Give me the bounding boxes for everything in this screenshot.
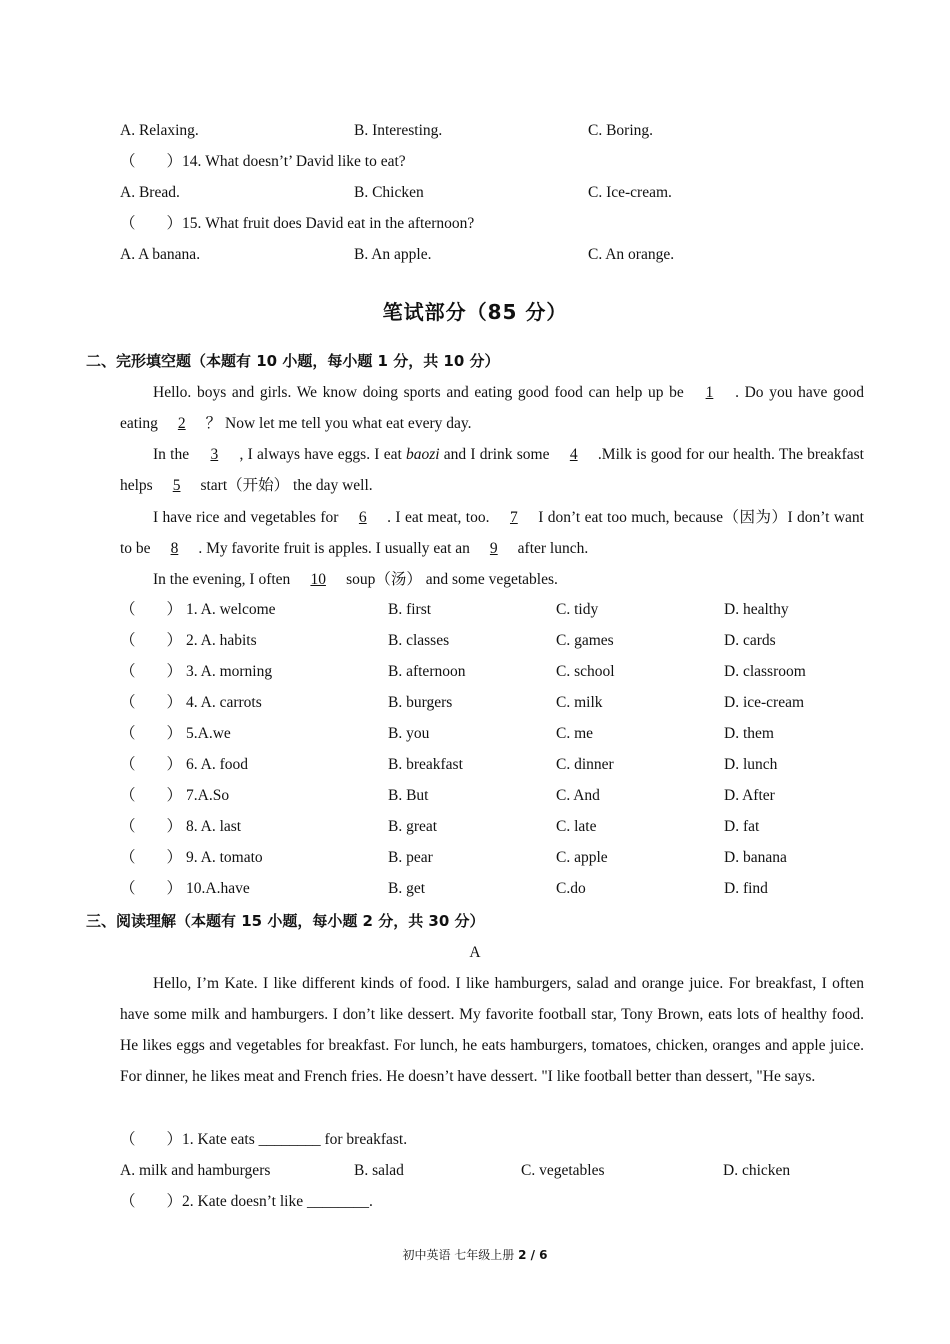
q13-options — [120, 121, 654, 141]
cloze-question: （ ） 2. A. habits B. classes C. games D. cards — [120, 632, 776, 649]
written-section-title: 笔试部分（85 分） — [382, 300, 568, 324]
page-footer: 初中英语 七年级上册 2 / 6 — [402, 1248, 548, 1262]
reading-heading: 三、阅读理解（本题有 15 小题，每小题 2 分，共 30 分） — [86, 912, 485, 930]
option-b: B. Interesting. — [354, 122, 443, 139]
option-a: A. milk and hamburgers — [120, 1162, 271, 1179]
cloze-question: （ ） 9. A. tomato B. pear C. apple D. banana — [120, 849, 787, 866]
cloze-paragraph-4: In the evening, I often 10 soup（汤） and some vegetables. — [120, 564, 864, 595]
question-14: （ ）14. What doesn’t’ David like to eat? — [120, 153, 406, 170]
cloze-question: （ ） 1. A. welcome B. first C. tidy D. healthy — [120, 601, 789, 618]
cloze-question: （ ） 7.A.So B. But C. And D. After — [120, 787, 775, 804]
cloze-question: （ ） 4. A. carrots B. burgers C. milk D. ice-cream — [120, 694, 805, 711]
question-15: （ ）15. What fruit does David eat in the afternoon? — [120, 215, 475, 232]
cloze-question: （ ） 10.A.have B. get C.do D. find — [120, 880, 768, 897]
blank-2: 2 — [177, 415, 186, 432]
blank-4: 4 — [569, 446, 578, 463]
reading-passage: Hello, I’m Kate. I like different kinds of food. I like hamburgers, salad and orange juice. For breakfast, I often have some milk and hamburgers. I don’t like dessert. My favorite football star, Tony Brown, eats lots of healthy food. He likes eggs and vegetables for breakfast. For lunch, he eats hamburgers, tomatoes, chicken, oranges and apple juice. For dinner, he likes meat and French fries. He doesn’t have dessert. "I like football better than dessert, "He says. — [120, 975, 864, 1085]
blank-10: 10 — [310, 571, 326, 588]
blank-8: 8 — [170, 540, 179, 557]
option-c: C. vegetables — [521, 1162, 605, 1179]
reading-q1-options — [120, 1161, 791, 1181]
cloze-paragraph-3: I have rice and vegetables for 6 . I eat meat, too. 7 I don’t eat too much, because（因为）I don’t want to be 8 . My favorite fruit is apples. I usually eat an 9 after lunch. — [120, 502, 864, 564]
reading-question-1: （ ）1. Kate eats ________ for breakfast. — [120, 1131, 408, 1148]
option-b: B. Chicken — [354, 184, 424, 201]
blank-1: 1 — [705, 384, 714, 401]
page-number: 2 / 6 — [518, 1248, 548, 1262]
passage-label: A — [469, 944, 481, 961]
option-a: A. Relaxing. — [120, 122, 199, 139]
option-a: A. A banana. — [120, 246, 201, 263]
cloze-heading: 二、完形填空题（本题有 10 小题，每小题 1 分，共 10 分） — [86, 352, 500, 370]
cloze-paragraph-1: Hello. boys and girls. We know doing sports and eating good food can help up be 1 . Do you have good eating 2 ？ Now let me tell you what eat every day. — [120, 377, 864, 439]
q15-options — [120, 245, 675, 265]
cloze-question: （ ） 5.A.we B. you C. me D. them — [120, 725, 774, 742]
option-a: A. Bread. — [120, 184, 180, 201]
option-b: B. An apple. — [354, 246, 432, 263]
option-c: C. An orange. — [588, 246, 675, 263]
option-c: C. Boring. — [588, 122, 654, 139]
blank-5: 5 — [172, 477, 181, 494]
blank-7: 7 — [509, 509, 518, 526]
blank-9: 9 — [489, 540, 498, 557]
blank-3: 3 — [210, 446, 219, 463]
cloze-question: （ ） 3. A. morning B. afternoon C. school D. classroom — [120, 663, 806, 680]
cloze-question: （ ） 6. A. food B. breakfast C. dinner D. lunch — [120, 756, 778, 773]
q14-options — [120, 183, 672, 203]
option-c: C. Ice-cream. — [588, 184, 672, 201]
blank-6: 6 — [358, 509, 367, 526]
option-d: D. chicken — [723, 1162, 791, 1179]
cloze-paragraph-2: In the 3 , I always have eggs. I eat baozi and I drink some 4 .Milk is good for our health. The breakfast helps 5 start（开始） the day well. — [120, 439, 864, 501]
option-b: B. salad — [354, 1162, 404, 1179]
cloze-question: （ ） 8. A. last B. great C. late D. fat — [120, 818, 760, 835]
reading-question-2: （ ）2. Kate doesn’t like ________. — [120, 1193, 373, 1210]
